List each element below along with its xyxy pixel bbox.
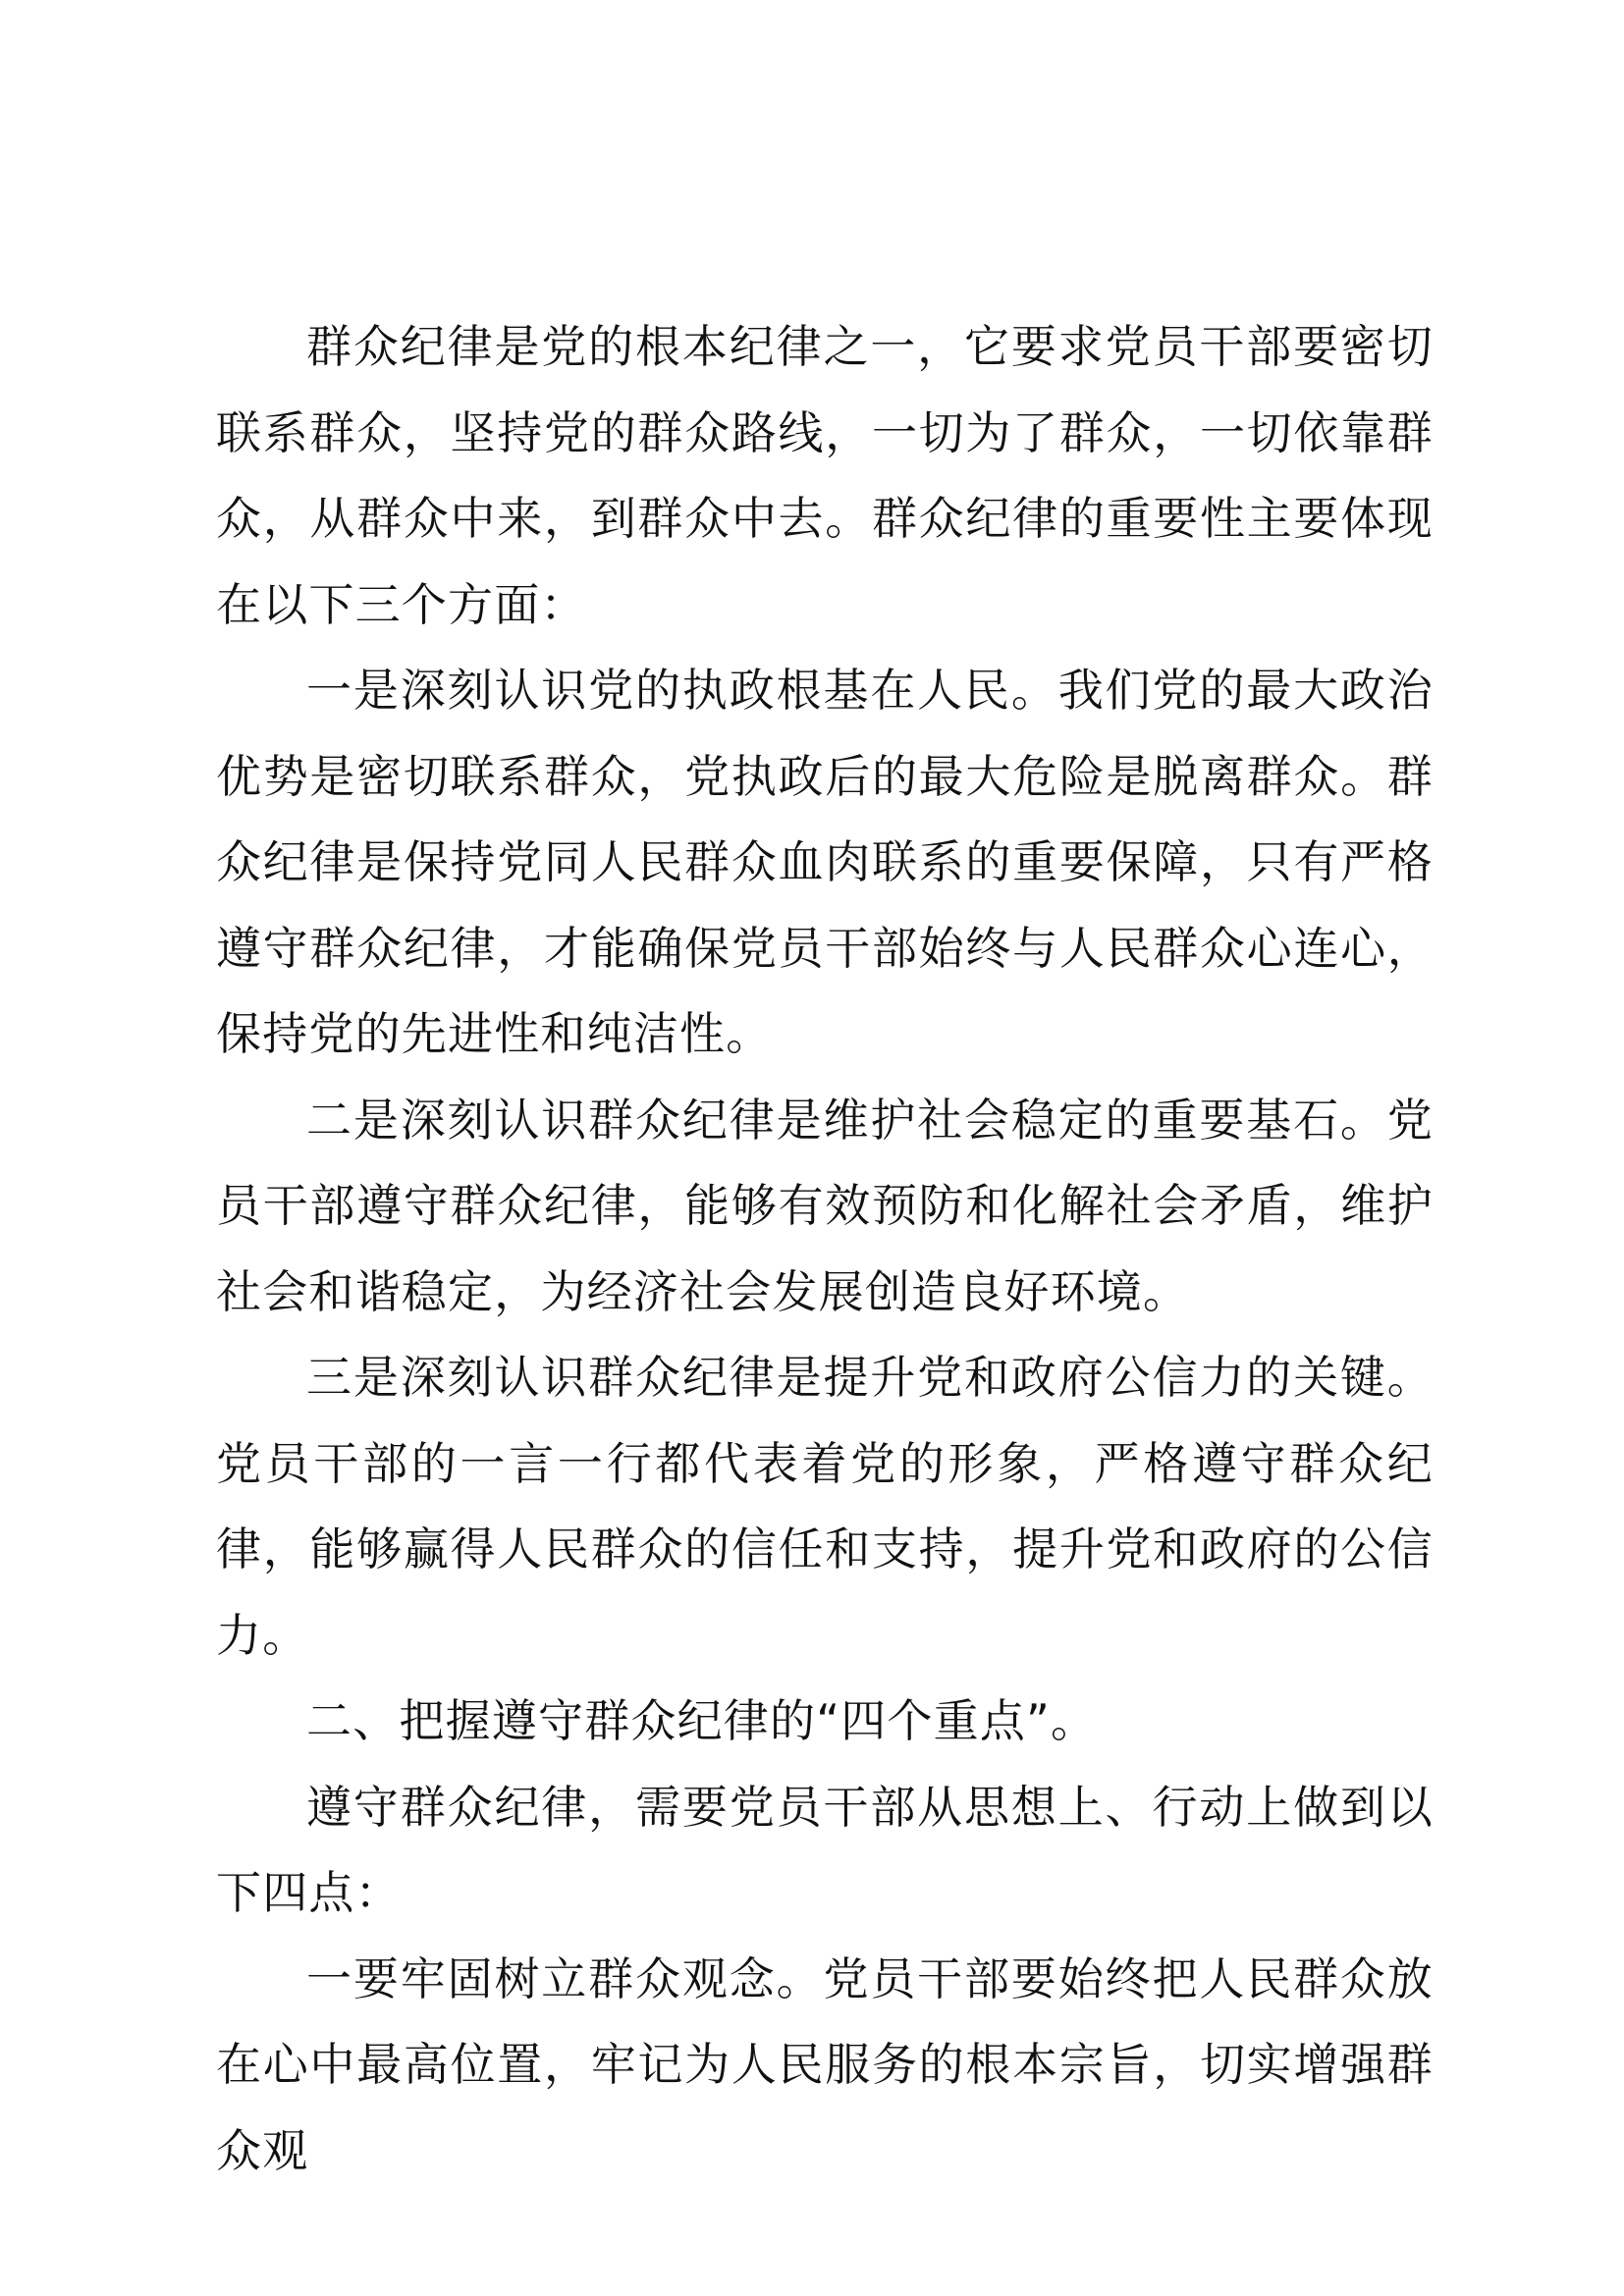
section-heading: 二、把握遵守群众纪律的“四个重点”。	[306, 1694, 1098, 1747]
paragraph-point-two: 二是深刻认识群众纪律是维护社会稳定的重要基石。党员干部遵守群众纪律，能够有效预防和化解社会矛盾，维护社会和谐稳定，为经济社会发展创造良好环境。	[216, 1093, 1434, 1318]
paragraph-point-one: 一是深刻认识党的执政根基在人民。我们党的最大政治优势是密切联系群众，党执政后的最大危险是脱离群众。群众纪律是保持党同人民群众血肉联系的重要保障，只有严格遵守群众纪律，才能确保党员干部始终与人民群众心连心，保持党的先进性和纯洁性。	[216, 664, 1434, 1060]
paragraph-intro: 群众纪律是党的根本纪律之一，它要求党员干部要密切联系群众，坚持党的群众路线，一切为了群众，一切依靠群众，从群众中来，到群众中去。群众纪律的重要性主要体现在以下三个方面：	[216, 320, 1434, 631]
paragraph-four-points-intro: 遵守群众纪律，需要党员干部从思想上、行动上做到以下四点：	[216, 1780, 1434, 1919]
paragraph-point-three: 三是深刻认识群众纪律是提升党和政府公信力的关键。党员干部的一言一行都代表着党的形象，严格遵守群众纪律，能够赢得人民群众的信任和支持，提升党和政府的公信力。	[216, 1351, 1434, 1662]
paragraph-first-requirement: 一要牢固树立群众观念。党员干部要始终把人民群众放在心中最高位置，牢记为人民服务的根本宗旨，切实增强群众观	[216, 1951, 1434, 2177]
document-body	[216, 304, 1434, 2194]
